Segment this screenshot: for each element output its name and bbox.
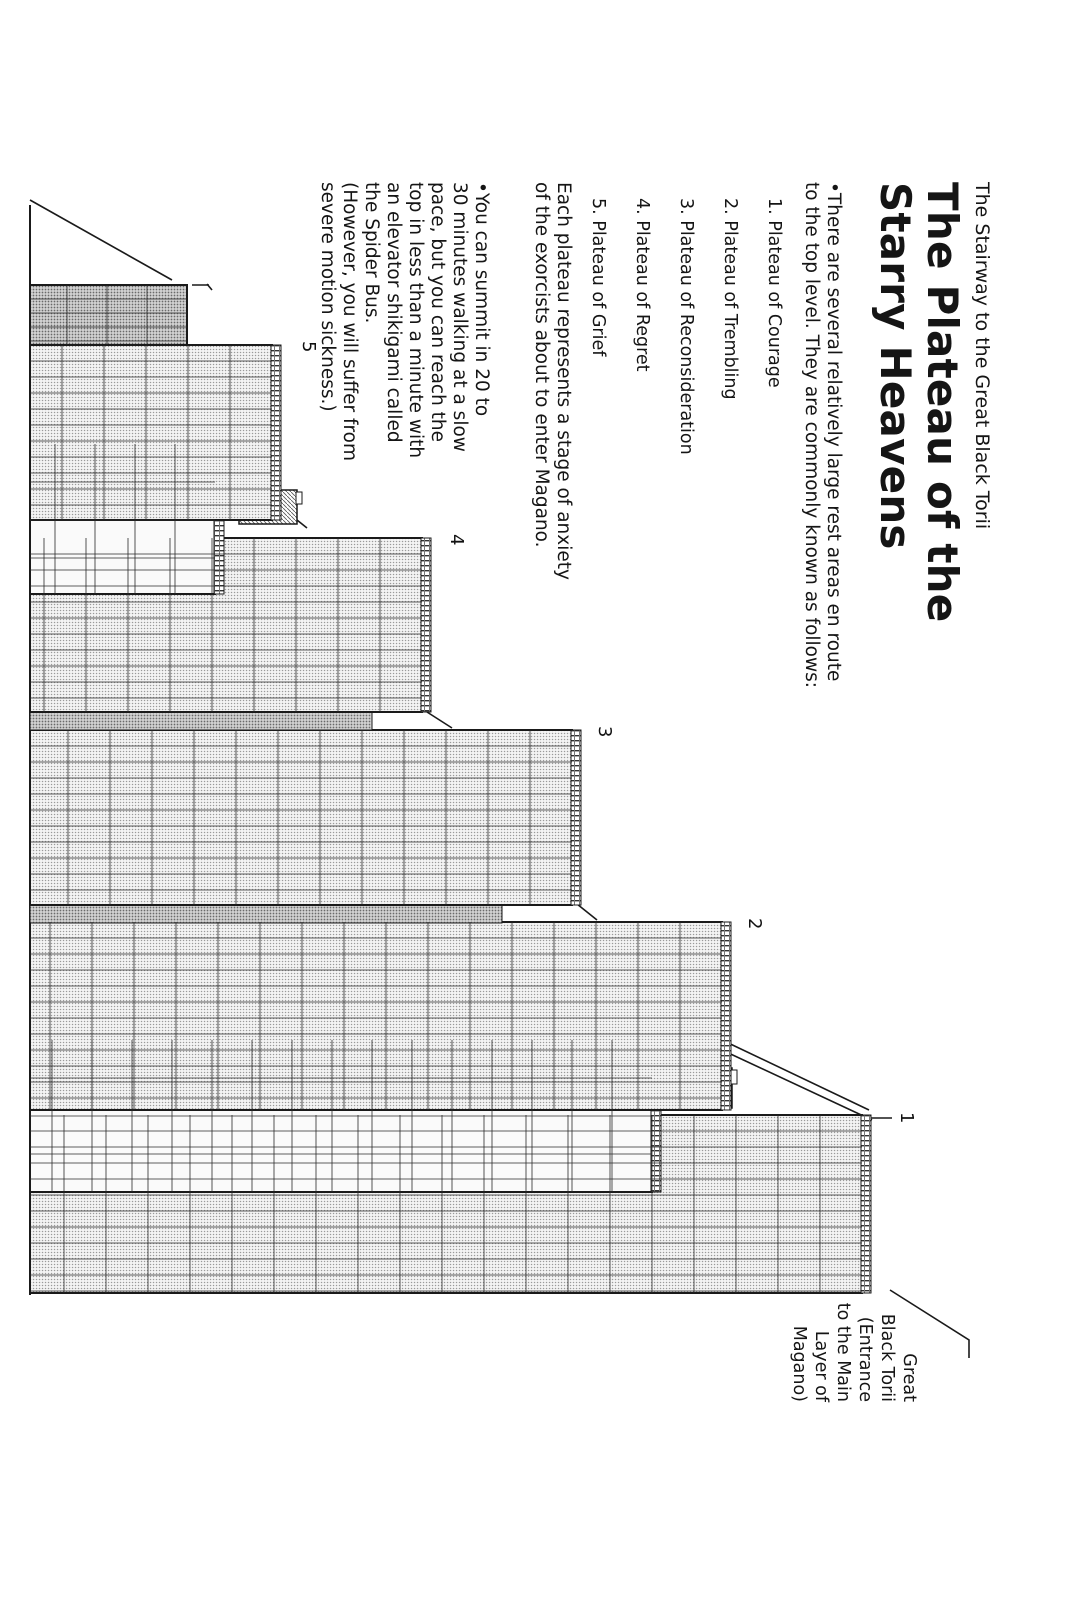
elevator-note-line: the Spider Bus. [361,182,382,324]
plateau-list-item: 5. Plateau of Grief [588,198,608,357]
intro-text-line-2: to the top level. They are commonly known as follows: [801,182,822,689]
plateau-marker-3: 3 [594,726,615,738]
plateau-marker-2: 2 [744,918,765,930]
plateau-edge-band-3 [30,712,372,730]
plateau-list-item: 4. Plateau of Regret [632,198,652,372]
plateau-list-item: 3. Plateau of Reconsideration [676,198,696,455]
plateau-marker-5: 5 [298,341,319,353]
plateau-marker-4: 4 [446,534,467,546]
plateau-marker-1: 1 [896,1112,917,1124]
plateau-level-5 [30,345,281,520]
plateau-list-item: 1. Plateau of Courage [764,198,784,388]
elevator-note-line: top in less than a minute with [405,182,426,459]
plateau-level-3 [30,730,581,905]
diagram-subtitle: The Stairway to the Great Black Torii [971,182,993,530]
torii-label-line: Layer of [811,1330,831,1402]
torii-label-line: Magano) [789,1325,809,1402]
torii-label-line: Great [899,1353,919,1402]
elevator-note-line: •You can summit in 20 to [471,182,492,417]
elevator-note-line: severe motion sickness.) [317,182,338,412]
page-title-line-2: Starry Heavens [871,182,920,550]
summit-block [30,285,209,345]
elevator-note-line: 30 minutes walking at a slow [449,182,470,452]
torii-label-line: (Entrance [855,1316,875,1402]
page-title-line-1: The Plateau of the [918,182,967,623]
elevator-note-line: pace, but you can reach the [427,182,448,443]
stage-note-line-2: of the exorcists about to enter Magano. [531,182,552,548]
torii-label-line: Black Torii [877,1313,897,1402]
plateau-edge-band-2 [30,905,502,923]
elevator-note-line: an elevator shikigami called [383,182,404,443]
intro-text-line-1: •There are several relatively large rest areas en route [823,182,844,682]
elevator-note-line: (However, you will suffer from [339,182,360,461]
torii-label-line: to the Main [833,1302,853,1402]
plateau-list-item: 2. Plateau of Trembling [720,198,740,400]
stage-note-line-1: Each plateau represents a stage of anxiety [553,182,574,580]
